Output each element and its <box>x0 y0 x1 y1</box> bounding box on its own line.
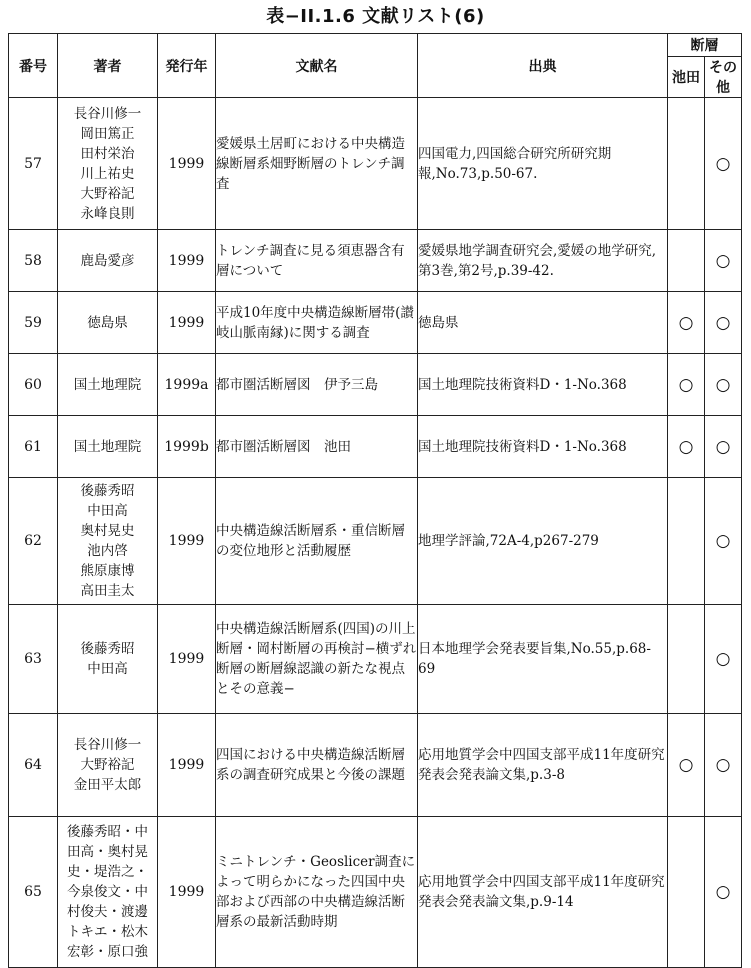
author-line: 奥村晃史 <box>80 523 135 539</box>
row-number: 63 <box>9 605 58 714</box>
row-fault-other-mark: ○ <box>705 605 742 714</box>
row-number: 60 <box>9 354 58 416</box>
row-fault-ikeda-mark: ○ <box>668 292 705 354</box>
row-title: 都市圏活断層図 池田 <box>216 416 418 478</box>
row-title: 都市圏活断層図 伊予三島 <box>216 354 418 416</box>
row-fault-other-mark: ○ <box>705 817 742 968</box>
row-number: 57 <box>9 98 58 230</box>
author-line: 高田圭太 <box>80 583 135 599</box>
table-body <box>9 98 742 968</box>
header-authors: 著者 <box>58 34 158 98</box>
row-year: 1999b <box>158 416 216 478</box>
row-title: 四国における中央構造線活断層系の調査研究成果と今後の課題 <box>216 714 418 817</box>
row-authors <box>58 230 158 292</box>
author-line: 後藤秀昭 <box>80 641 135 657</box>
row-authors <box>58 714 158 817</box>
header-source: 出典 <box>418 34 668 98</box>
table-row <box>9 98 742 230</box>
table-row <box>9 292 742 354</box>
row-source: 地理学評論,72A-4,p267-279 <box>418 478 668 605</box>
row-source: 応用地質学会中四国支部平成11年度研究発表会発表論文集,p.9-14 <box>418 817 668 968</box>
row-title: ミニトレンチ・Geoslicer調査によって明らかになった四国中央部および西部の中央構造線活断層系の最新活動時期 <box>216 817 418 968</box>
row-fault-ikeda-mark <box>668 98 705 230</box>
row-authors <box>58 478 158 605</box>
author-line: 大野裕記 <box>80 185 135 202</box>
row-number: 61 <box>9 416 58 478</box>
table-row <box>9 230 742 292</box>
row-number: 59 <box>9 292 58 354</box>
author-line: 後藤秀昭 <box>80 483 135 499</box>
author-line: 池内啓 <box>87 543 128 559</box>
author-line: 中田高 <box>87 661 128 677</box>
author-line: 大野裕記 <box>80 757 135 773</box>
row-fault-ikeda-mark: ○ <box>668 714 705 817</box>
row-fault-other-mark: ○ <box>705 714 742 817</box>
row-source: 四国電力,四国総合研究所研究期報,No.73,p.50-67. <box>418 98 668 230</box>
author-line: 岡田篤正 <box>80 125 135 142</box>
row-fault-ikeda-mark <box>668 478 705 605</box>
author-line: 鹿島愛彦 <box>80 252 135 269</box>
table-header <box>9 34 742 98</box>
row-number: 58 <box>9 230 58 292</box>
row-year: 1999 <box>158 714 216 817</box>
table-row <box>9 714 742 817</box>
author-line: 金田平太郎 <box>73 777 142 793</box>
row-year: 1999 <box>158 478 216 605</box>
row-number: 64 <box>9 714 58 817</box>
row-fault-ikeda-mark: ○ <box>668 354 705 416</box>
table-title: 表−II.1.6 文献リスト(6) <box>266 6 485 27</box>
row-year: 1999 <box>158 292 216 354</box>
row-fault-ikeda-mark <box>668 605 705 714</box>
author-line: 熊原康博 <box>80 563 135 579</box>
author-line: 中田高 <box>87 503 128 519</box>
author-line: 後藤秀昭・中 <box>67 824 148 840</box>
row-title: 中央構造線活断層系(四国)の川上断層・岡村断層の再検討−横ずれ断層の断層線認識の新たな視点とその意義− <box>216 605 418 714</box>
author-line: 田高・奥村晃 <box>67 844 148 860</box>
row-title: 愛媛県土居町における中央構造線断層系畑野断層のトレンチ調査 <box>216 98 418 230</box>
row-fault-ikeda-mark <box>668 817 705 968</box>
author-line: 田村栄治 <box>80 145 135 162</box>
table-row <box>9 817 742 968</box>
row-year: 1999 <box>158 817 216 968</box>
header-fault-other: その他 <box>705 57 742 98</box>
row-source: 国土地理院技術資料D・1-No.368 <box>418 416 668 478</box>
header-title: 文献名 <box>216 34 418 98</box>
table-row <box>9 605 742 714</box>
table-row <box>9 478 742 605</box>
header-no: 番号 <box>9 34 58 98</box>
author-line: 宏彰・原口強 <box>67 944 148 960</box>
row-authors <box>58 605 158 714</box>
row-fault-ikeda-mark <box>668 230 705 292</box>
row-fault-other-mark: ○ <box>705 478 742 605</box>
author-line: 長谷川修一 <box>73 737 142 753</box>
literature-table <box>8 33 742 968</box>
author-line: 史・堤浩之・ <box>67 864 148 880</box>
author-line: 国土地理院 <box>73 438 142 455</box>
row-source: 応用地質学会中四国支部平成11年度研究発表会発表論文集,p.3-8 <box>418 714 668 817</box>
author-line: 今泉俊文・中 <box>67 884 148 900</box>
row-source: 日本地理学会発表要旨集,No.55,p.68-69 <box>418 605 668 714</box>
row-fault-other-mark: ○ <box>705 292 742 354</box>
row-year: 1999 <box>158 98 216 230</box>
header-fault: 断層 <box>668 34 742 57</box>
row-fault-other-mark: ○ <box>705 416 742 478</box>
author-line: 永峰良則 <box>80 205 135 222</box>
row-authors <box>58 416 158 478</box>
row-fault-other-mark: ○ <box>705 98 742 230</box>
header-year: 発行年 <box>158 34 216 98</box>
row-source: 国土地理院技術資料D・1-No.368 <box>418 354 668 416</box>
author-line: トキエ・松木 <box>67 924 148 940</box>
author-line: 村俊夫・渡邊 <box>67 904 148 920</box>
row-source: 愛媛県地学調査研究会,愛媛の地学研究,第3巻,第2号,p.39-42. <box>418 230 668 292</box>
row-fault-other-mark: ○ <box>705 230 742 292</box>
author-line: 徳島県 <box>87 314 128 331</box>
header-fault-ikeda: 池田 <box>668 57 705 98</box>
row-year: 1999a <box>158 354 216 416</box>
row-title: トレンチ調査に見る須恵器含有層について <box>216 230 418 292</box>
author-line: 長谷川修一 <box>73 105 142 122</box>
row-authors <box>58 98 158 230</box>
row-authors <box>58 354 158 416</box>
table-row <box>9 416 742 478</box>
row-source: 徳島県 <box>418 292 668 354</box>
row-title: 平成10年度中央構造線断層帯(讃岐山脈南縁)に関する調査 <box>216 292 418 354</box>
author-line: 川上祐史 <box>80 165 135 182</box>
row-number: 65 <box>9 817 58 968</box>
row-title: 中央構造線活断層系・重信断層の変位地形と活動履歴 <box>216 478 418 605</box>
row-fault-ikeda-mark: ○ <box>668 416 705 478</box>
row-fault-other-mark: ○ <box>705 354 742 416</box>
table-row <box>9 354 742 416</box>
row-number: 62 <box>9 478 58 605</box>
row-year: 1999 <box>158 605 216 714</box>
row-authors <box>58 292 158 354</box>
author-line: 国土地理院 <box>73 376 142 393</box>
row-authors <box>58 817 158 968</box>
row-year: 1999 <box>158 230 216 292</box>
